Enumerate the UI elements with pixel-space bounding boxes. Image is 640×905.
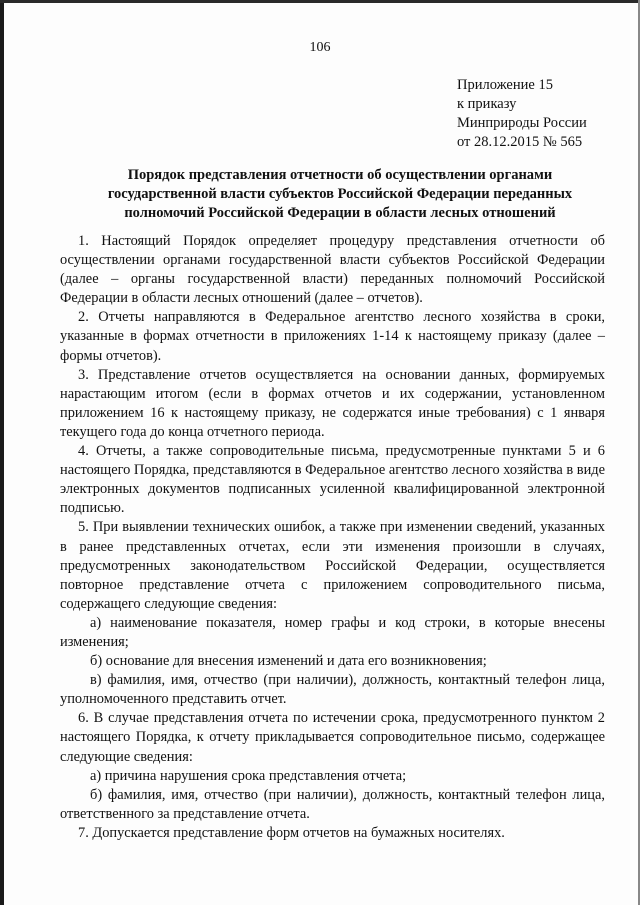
paragraph-7: 7. Допускается представление форм отчетов на бумажных носителях.: [78, 824, 505, 841]
paragraph-6b: б) фамилия, имя, отчество (при наличии), должность, контактный телефон лица, ответственного за представление отчета.: [60, 786, 605, 822]
paragraph-6a: а) причина нарушения срока представления отчета;: [90, 767, 407, 784]
paragraph-1: 1. Настоящий Порядок определяет процедуру представления отчетности об осуществлении органами государственной власти субъектов Российской Федерации (далее – органы государственной власти) переданных полномочий Российской Федерации в области лесных отношений (далее – отчетов).: [60, 233, 605, 307]
document-body: [60, 232, 605, 843]
paragraph-6: 6. В случае представления отчета по истечении срока, предусмотренного пунктом 2 настоящего Порядка, к отчету прикладывается сопроводительное письмо, содержащее следующие сведения:: [60, 710, 605, 765]
title-line-3: полномочий Российской Федерации в области лесных отношений: [124, 205, 556, 221]
title-line-2: государственной власти субъектов Российской Федерации переданных: [107, 186, 573, 202]
paragraph-4: 4. Отчеты, а также сопроводительные письма, предусмотренные пунктами 5 и 6 настоящего Порядка, представляются в Федеральное агентство лесного хозяйства в виде электронных документов подписанных усиленной квалифицированной электронной подписью.: [60, 443, 605, 517]
paragraph-3: 3. Представление отчетов осуществляется на основании данных, формируемых нарастающим итогом (если в формах отчетов и их содержании, установленном приложением 16 к настоящему приказу, не содержатся иные требования) с 1 января текущего года до конца отчетного периода.: [60, 366, 605, 440]
paragraph-2: 2. Отчеты направляются в Федеральное агентство лесного хозяйства в сроки, указанные в формах отчетности в приложениях 1-14 к настоящему приказу (далее – формы отчетов).: [60, 309, 605, 364]
paragraph-5b: б) основание для внесения изменений и дата его возникновения;: [90, 653, 487, 670]
title-line-1: Порядок представления отчетности об осуществлении органами: [127, 167, 553, 183]
paragraph-5a: а) наименование показателя, номер графы и код строки, в которые внесены изменения;: [60, 614, 605, 650]
appendix-line-4: от 28.12.2015 № 565: [457, 134, 583, 150]
document-title: [60, 166, 620, 223]
scan-edge-left: [0, 0, 4, 905]
appendix-line-3: Минприроды России: [457, 115, 587, 131]
page-number: 106: [309, 40, 331, 55]
appendix-header: [457, 76, 637, 152]
appendix-line-1: Приложение 15: [457, 77, 553, 93]
paragraph-5: 5. При выявлении технических ошибок, а также при изменении сведений, указанных в ранее представленных отчетах, если эти изменения произошли в случаях, предусмотренных законодательством Российской Федерации, осуществляется повторное представление отчета с приложением сопроводительного письма, содержащего следующие сведения:: [60, 519, 605, 612]
scan-edge-top: [0, 0, 640, 3]
paragraph-5c: в) фамилия, имя, отчество (при наличии), должность, контактный телефон лица, уполномоченного представить отчет.: [60, 672, 605, 708]
appendix-line-2: к приказу: [457, 96, 517, 112]
